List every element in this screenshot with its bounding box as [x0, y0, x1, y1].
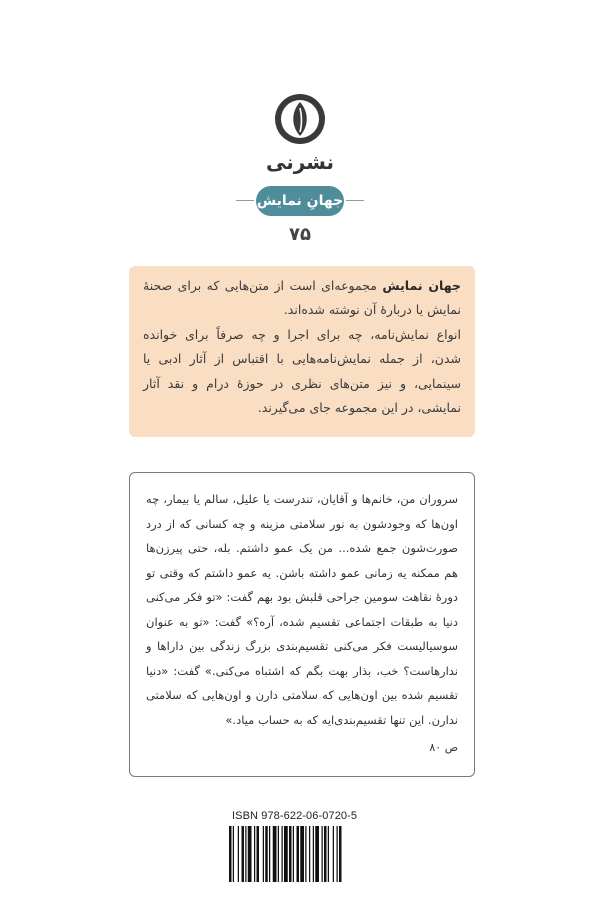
series-description-box — [129, 266, 475, 437]
description-paragraph-2: انواع نمایش‌نامه، چه برای اجرا و چه صرفاً برای خوانده شدن، از جمله نمایش‌نامه‌هایی با اقتباس از آثار ادبی یا سینمایی، و نیز متن‌های نظری در حوزهٔ درام و نقد آثار نمایشی، در این مجموعه جای می‌گیرند. — [143, 326, 461, 416]
divider-right — [346, 200, 364, 201]
description-paragraph-1 — [143, 274, 461, 323]
publisher-name: نشرنی — [265, 150, 335, 174]
series-number: ۷۵ — [289, 224, 311, 245]
publisher-logo-icon — [273, 92, 327, 146]
excerpt-quote-box — [129, 472, 475, 777]
barcode-icon — [229, 826, 379, 882]
isbn-label: ISBN 978-622-06-0720-5 — [232, 810, 358, 822]
divider-left — [236, 200, 254, 201]
excerpt-text: سروران من، خانم‌ها و آقایان، تندرست یا علیل، سالم یا بیمار، چه اون‌ها که وجودشون به نور سلامتی مزینه و چه کسانی که از درد صورت‌شون جمع شده... من یک عمو داشتم. بله، حتی پیرزن‌ها هم ممکنه یه زمانی عمو داشته باشن. یه عمو داشتم که وقتی تو دورهٔ نقاهت سومین جراحی قلبش بود بهم گفت: «تو فکر می‌کنی دنیا به طبقات اجتماعی تقسیم شده، آره؟» گفت: «تو به عنوان سوسیالیست فکر می‌کنی تقسیم‌بندی بزرگ زندگی بین داراها و ندارهاست؟ خب، بذار بهت بگم که اشتباه می‌کنی.» گفت: «دنیا تقسیم شده بین اون‌هایی که سلامتی دارن و اون‌هایی که سلامتی ندارن. این تنها تقسیم‌بندی‌ایه که به حساب میاد.» — [146, 492, 458, 727]
page-reference: ص ۸۰ — [429, 740, 458, 754]
series-label-group — [236, 186, 364, 216]
description-line1-text: مجموعه‌ای است از متن‌هایی که برای صحنهٔ نمایش یا دربارهٔ آن نوشته شده‌اند. — [143, 278, 461, 318]
series-badge: جهانِ نمایش — [256, 186, 344, 216]
description-title: جهان نمایش — [382, 278, 461, 293]
